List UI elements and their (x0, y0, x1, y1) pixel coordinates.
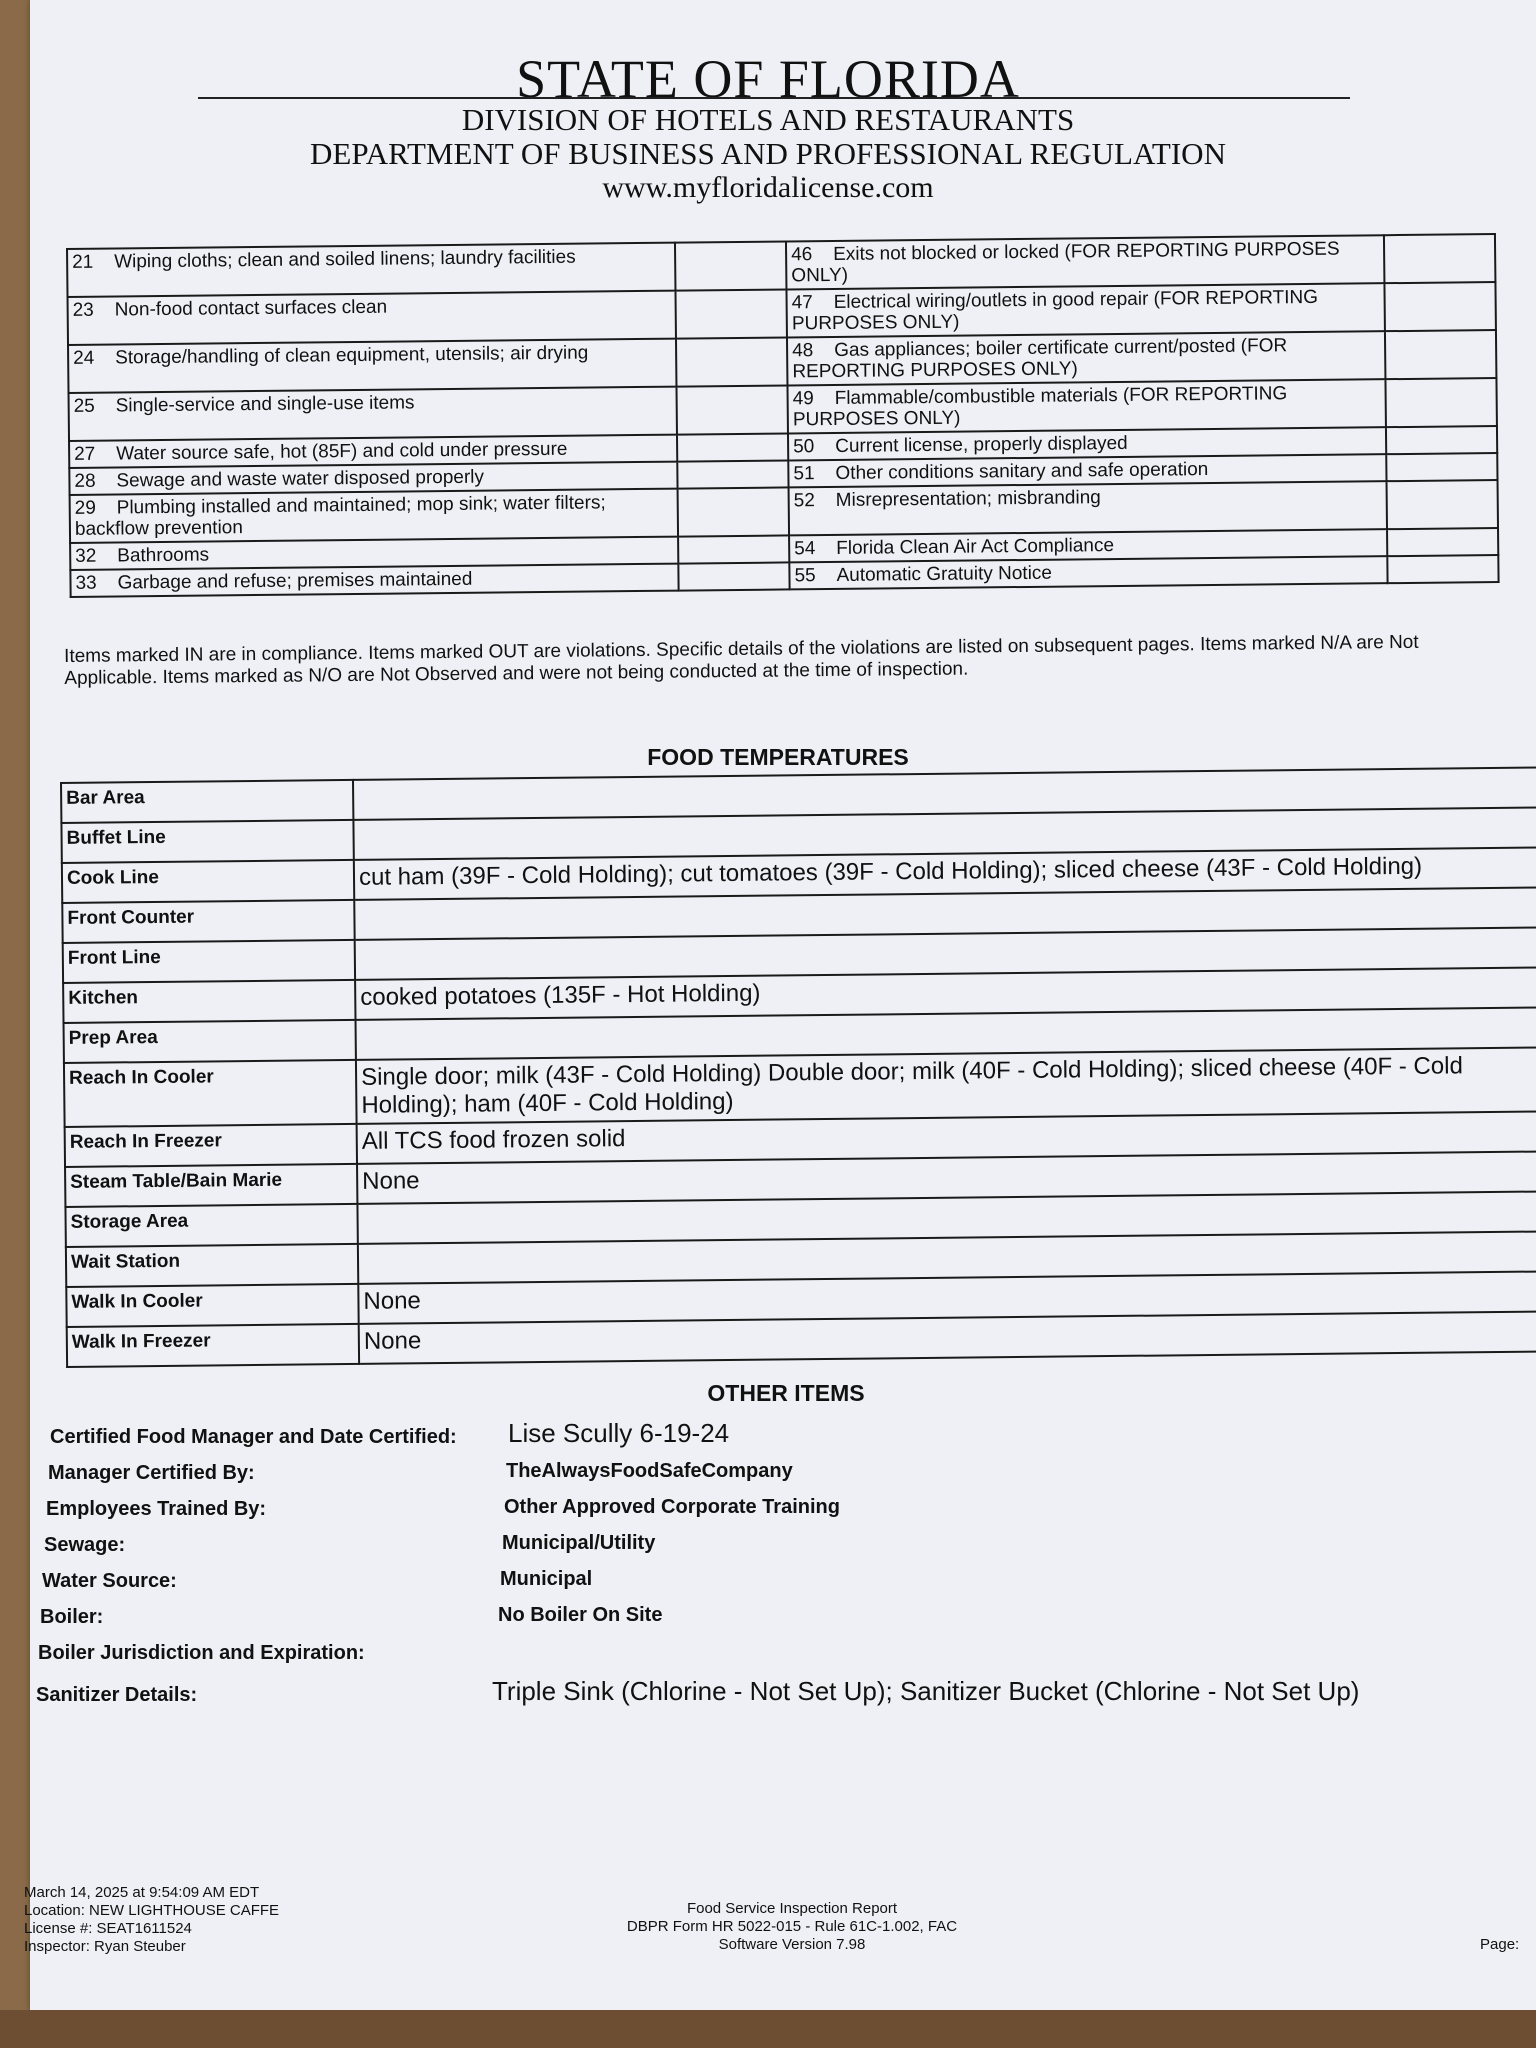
sewage-value: Municipal/Utility (502, 1532, 656, 1554)
area-name: Cook Line (62, 860, 354, 903)
checklist-item-left (70, 489, 678, 543)
water-source-value: Municipal (500, 1568, 593, 1590)
area-name: Steam Table/Bain Marie (65, 1164, 357, 1207)
status-box (677, 487, 789, 536)
checklist-item-left (70, 564, 678, 597)
area-name: Buffet Line (61, 820, 353, 863)
item-number: 47 (791, 292, 813, 314)
sanitizer-details-value: Triple Sink (Chlorine - Not Set Up); Sanitizer Bucket (Chlorine - Not Set Up) (492, 1676, 1360, 1706)
checklist-item-right (788, 379, 1386, 433)
item-description: Bathrooms (117, 544, 210, 567)
status-box (1386, 453, 1498, 481)
food-temperatures-heading: FOOD TEMPERATURES (647, 744, 909, 770)
footer-page-number: Page: (1480, 1936, 1520, 1953)
item-description: Other conditions sanitary and safe operation (835, 459, 1209, 484)
status-box (675, 289, 787, 338)
item-number: 46 (791, 244, 813, 266)
item-number: 21 (72, 251, 94, 273)
checklist-item-right (786, 235, 1384, 289)
temperature-reading: All TCS food frozen solid (357, 1111, 1536, 1163)
item-description: Wiping cloths; clean and soiled linens; laundry facilities (114, 246, 576, 273)
item-description: Exits not blocked or locked (FOR REPORTING PURPOSES ONLY) (791, 238, 1340, 287)
temperature-reading: None (358, 1271, 1536, 1323)
area-name: Reach In Cooler (64, 1060, 357, 1127)
item-description: Misrepresentation; misbranding (835, 487, 1101, 511)
item-number: 24 (73, 347, 95, 369)
item-description: Storage/handling of clean equipment, utensils; air drying (115, 342, 589, 369)
checklist-item-left (68, 339, 676, 393)
page-title: STATE OF FLORIDA (516, 49, 1020, 109)
temperature-reading: Single door; milk (43F - Cold Holding) Double door; milk (40F - Cold Holding); sliced cheese (40F - Cold Holding); ham (40F - Cold Holding) (356, 1047, 1536, 1123)
cfm-label: Certified Food Manager and Date Certified: (50, 1426, 457, 1448)
item-number: 32 (75, 545, 97, 567)
compliance-checklist-table (66, 233, 1500, 598)
food-temperatures-table (60, 767, 1536, 1368)
item-description: Single-service and single-use items (115, 392, 415, 417)
temperature-reading: None (359, 1311, 1536, 1363)
item-description: Florida Clean Air Act Compliance (836, 535, 1115, 559)
item-number: 49 (792, 388, 814, 410)
checklist-item-left (67, 243, 675, 297)
checklist-item-right (789, 556, 1387, 589)
status-box (1384, 282, 1496, 331)
division-name: DIVISION OF HOTELS AND RESTAURANTS (461, 102, 1075, 137)
checklist-item-right (787, 331, 1385, 385)
item-description: Electrical wiring/outlets in good repair (FOR REPORTING PURPOSES ONLY) (791, 286, 1319, 335)
footer-location: Location: NEW LIGHTHOUSE CAFFE (24, 1902, 280, 1919)
area-name: Front Counter (62, 900, 354, 943)
footer-datetime: March 14, 2025 at 9:54:09 AM EDT (24, 1884, 260, 1901)
item-description: Current license, properly displayed (835, 432, 1128, 457)
status-box (1386, 426, 1498, 454)
area-name: Wait Station (66, 1244, 358, 1287)
boiler-label: Boiler: (40, 1606, 104, 1628)
item-number: 48 (792, 340, 814, 362)
footer-inspector: Inspector: Ryan Steuber (24, 1938, 186, 1955)
item-description: Automatic Gratuity Notice (836, 562, 1053, 586)
status-box (676, 337, 788, 386)
area-name: Bar Area (61, 780, 353, 823)
status-box (675, 241, 787, 290)
legend-text: Items marked IN are in compliance. Items marked OUT are violations. Specific details of the violations are listed on subsequent pages. Items marked N/A are Not Applicable. Items marked as N/O are Not Observed and were not being conducted at the time of inspection. (64, 631, 1419, 689)
header-rule (198, 97, 1350, 99)
status-box (676, 385, 788, 434)
footer-report-title: Food Service Inspection Report (686, 1900, 898, 1917)
temperature-reading: cooked potatoes (135F - Hot Holding) (355, 968, 1536, 1020)
status-box (678, 562, 790, 590)
item-description: Sewage and waste water disposed properly (116, 466, 485, 492)
employees-trained-by-label: Employees Trained By: (46, 1498, 267, 1520)
sanitizer-details-label: Sanitizer Details: (36, 1684, 198, 1706)
area-name: Front Line (63, 940, 355, 983)
status-box (677, 433, 789, 461)
table-surface (0, 2010, 1536, 2048)
temperature-reading: None (357, 1151, 1536, 1203)
area-name: Walk In Cooler (66, 1284, 358, 1327)
water-source-label: Water Source: (42, 1570, 177, 1592)
item-number: 29 (74, 497, 96, 519)
item-number: 51 (793, 463, 815, 485)
item-number: 55 (794, 565, 816, 587)
status-box (1385, 330, 1497, 379)
checklist-item-left (69, 387, 677, 441)
other-items-section (36, 1418, 1496, 1712)
department-name: DEPARTMENT OF BUSINESS AND PROFESSIONAL REGULATION (310, 136, 1226, 171)
item-number: 33 (75, 572, 97, 594)
area-name: Prep Area (64, 1020, 356, 1063)
checklist-item-right (789, 481, 1387, 535)
item-number: 27 (74, 443, 96, 465)
item-description: Flammable/combustible materials (FOR REPORTING PURPOSES ONLY) (792, 383, 1288, 431)
item-number: 50 (793, 436, 815, 458)
item-description: Garbage and refuse; premises maintained (117, 568, 473, 594)
status-box (678, 535, 790, 563)
footer-form-number: DBPR Form HR 5022-015 - Rule 61C-1.002, FAC (626, 1918, 958, 1935)
item-description: Non-food contact surfaces clean (114, 296, 388, 321)
status-box (1384, 234, 1496, 283)
manager-certified-by-value: TheAlwaysFoodSafeCompany (506, 1460, 793, 1482)
sewage-label: Sewage: (44, 1534, 126, 1556)
website-url: www.myfloridalicense.com (602, 171, 934, 204)
status-box (1387, 555, 1499, 583)
item-number: 28 (74, 470, 96, 492)
item-number: 25 (73, 395, 95, 417)
footer-software-version: Software Version 7.98 (718, 1936, 866, 1953)
checklist-item-right (787, 283, 1385, 337)
boiler-jurisdiction-label: Boiler Jurisdiction and Expiration: (38, 1642, 365, 1664)
area-name: Storage Area (65, 1204, 357, 1247)
status-box (1386, 480, 1498, 529)
footer-form-info (592, 1900, 992, 1954)
item-number: 54 (794, 538, 816, 560)
area-name: Walk In Freezer (67, 1324, 359, 1367)
status-box (677, 460, 789, 488)
item-description: Water source safe, hot (85F) and cold under pressure (116, 438, 568, 465)
checklist-item-left (68, 291, 676, 345)
manager-certified-by-label: Manager Certified By: (48, 1462, 255, 1484)
other-items-heading: OTHER ITEMS (707, 1380, 865, 1406)
footer-license: License #: SEAT1611524 (24, 1920, 192, 1937)
status-box (1387, 528, 1499, 556)
employees-trained-by-value: Other Approved Corporate Training (504, 1496, 840, 1518)
item-description: Plumbing installed and maintained; mop sink; water filters; backflow prevention (74, 492, 606, 540)
item-number: 52 (793, 490, 815, 512)
status-box (1385, 378, 1497, 427)
area-name: Kitchen (63, 980, 355, 1023)
cfm-value: Lise Scully 6-19-24 (508, 1418, 730, 1448)
area-name: Reach In Freezer (65, 1124, 357, 1167)
item-description: Gas appliances; boiler certificate current/posted (FOR REPORTING PURPOSES ONLY) (792, 335, 1288, 383)
boiler-value: No Boiler On Site (498, 1604, 663, 1626)
temperature-reading: cut ham (39F - Cold Holding); cut tomatoes (39F - Cold Holding); sliced cheese (43F - Cold Holding) (354, 848, 1536, 900)
item-number: 23 (72, 299, 94, 321)
footer-inspection-info (24, 1884, 279, 1956)
